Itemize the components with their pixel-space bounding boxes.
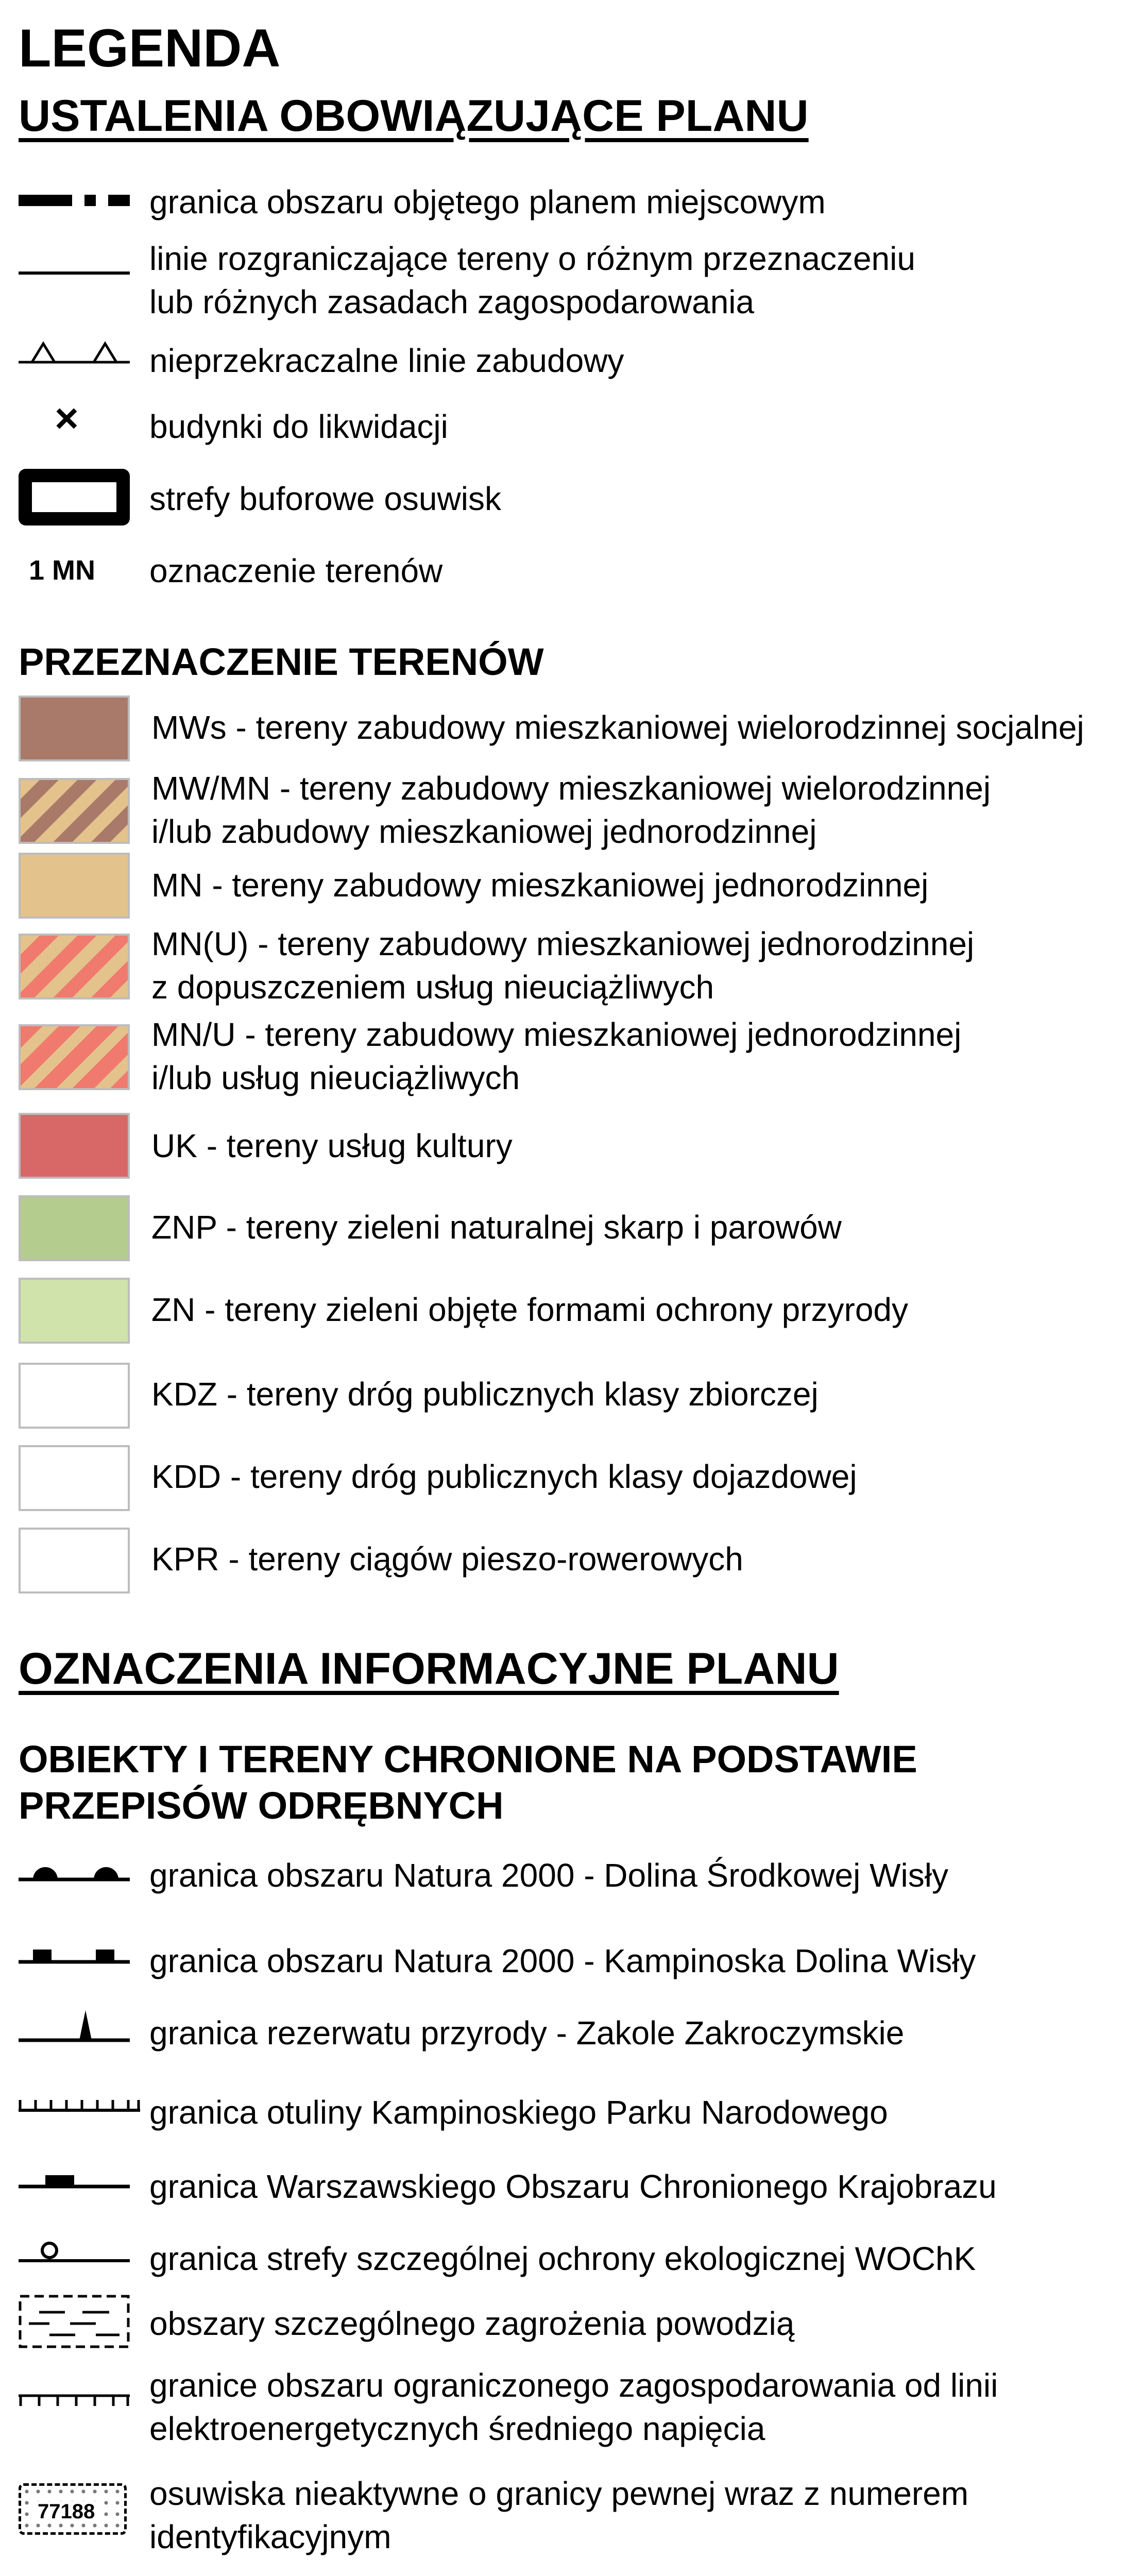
legend-label: granica obszaru objętego planem miejscowym	[149, 183, 826, 221]
swatch-uk	[19, 1113, 130, 1179]
legend-label: MWs - tereny zabudowy mieszkaniowej wielorodzinnej socjalnej	[151, 709, 1084, 746]
legend-title: LEGENDA	[19, 19, 281, 78]
legend-label: granica obszaru Natura 2000 - Dolina Środkowej Wisły	[149, 1857, 948, 1894]
swatch-kdd	[19, 1445, 130, 1511]
legend-label: MN(U) - tereny zabudowy mieszkaniowej jednorodzinnej z dopuszczeniem usług nieuciążliwych	[151, 925, 975, 1006]
natura2000-kampinos-symbol	[19, 1942, 130, 1968]
legend-label: granice obszaru ograniczonego zagospodarowania od linii elektroenergetycznych średniego napięcia	[149, 2367, 998, 2448]
legend-label: ZN - tereny zieleni objęte formami ochrony przyrody	[151, 1291, 908, 1328]
nature-reserve-symbol	[19, 2008, 130, 2044]
natura2000-middle-vistula-symbol	[19, 1859, 130, 1885]
plan-boundary-symbol	[19, 191, 130, 211]
swatch-mw-mn	[19, 778, 130, 844]
swatch-mn-u-allowed	[19, 934, 130, 999]
demolition-icon: ×	[55, 395, 79, 441]
legend-label: linie rozgraniczające tereny o różnym przeznaczeniu lub różnych zasadach zagospodarowania	[149, 240, 915, 321]
flood-risk-symbol	[19, 2295, 130, 2348]
legend-label: KDD - tereny dróg publicznych klasy dojazdowej	[151, 1458, 857, 1495]
section1-heading: USTALENIA OBOWIĄZUJĄCE PLANU	[19, 91, 809, 141]
legend-label: strefy buforowe osuwisk	[149, 480, 501, 517]
swatch-mws	[19, 696, 130, 761]
legend-label: MW/MN - tereny zabudowy mieszkaniowej wielorodzinnej i/lub zabudowy mieszkaniowej jednorodzinnej	[151, 770, 991, 851]
legend-label: KPR - tereny ciągów pieszo-rowerowych	[151, 1540, 743, 1578]
building-line-symbol	[19, 337, 130, 368]
landslide-buffer-symbol	[19, 469, 130, 526]
ecological-zone-symbol	[19, 2236, 130, 2267]
section3-heading: OZNACZENIA INFORMACYJNE PLANU	[19, 1644, 839, 1693]
protected-landscape-symbol	[19, 2167, 130, 2193]
swatch-kdz	[19, 1363, 130, 1429]
legend-label: granica strefy szczególnej ochrony ekologicznej WOChK	[149, 2240, 976, 2277]
legend-label: ZNP - tereny zieleni naturalnej skarp i parowów	[151, 1209, 842, 1246]
legend-label: granica rezerwatu przyrody - Zakole Zakroczymskie	[149, 2014, 905, 2052]
swatch-znp	[19, 1195, 130, 1261]
legend-label: MN/U - tereny zabudowy mieszkaniowej jednorodzinnej i/lub usług nieuciążliwych	[151, 1016, 962, 1097]
legend-label: osuwiska nieaktywne o granicy pewnej wraz z numerem identyfikacyjnym	[149, 2475, 969, 2556]
legend-label: granica obszaru Natura 2000 - Kampinoska Dolina Wisły	[149, 1942, 976, 1979]
section3-subheading: OBIEKTY I TERENY CHRONIONE NA PODSTAWIE PRZEPISÓW ODRĘBNYCH	[19, 1738, 917, 1827]
legend-label: obszary szczególnego zagrożenia powodzią	[149, 2305, 795, 2342]
swatch-mn	[19, 853, 130, 919]
legend-label: oznaczenie terenów	[149, 552, 443, 589]
legend-label: KDZ - tereny dróg publicznych klasy zbiorczej	[151, 1376, 819, 1413]
swatch-kpr	[19, 1528, 130, 1594]
legend-label: MN - tereny zabudowy mieszkaniowej jednorodzinnej	[151, 867, 929, 904]
legend-label: nieprzekraczalne linie zabudowy	[149, 342, 624, 379]
inactive-landslide-symbol: 77188	[19, 2483, 127, 2535]
legend-label: granica otuliny Kampinoskiego Parku Narodowego	[149, 2094, 888, 2131]
power-line-zone-symbol	[19, 2391, 130, 2411]
kampinos-buffer-symbol	[19, 2095, 142, 2115]
legend-label: UK - tereny usług kultury	[151, 1127, 513, 1164]
dividing-line-symbol	[19, 268, 130, 278]
swatch-mn-u	[19, 1024, 130, 1090]
swatch-zn	[19, 1278, 130, 1344]
legend-label: granica Warszawskiego Obszaru Chronionego Krajobrazu	[149, 2168, 997, 2205]
area-code-sample: 1 MN	[29, 555, 96, 586]
section2-heading: PRZEZNACZENIE TERENÓW	[19, 640, 544, 683]
legend-label: budynki do likwidacji	[149, 408, 448, 445]
